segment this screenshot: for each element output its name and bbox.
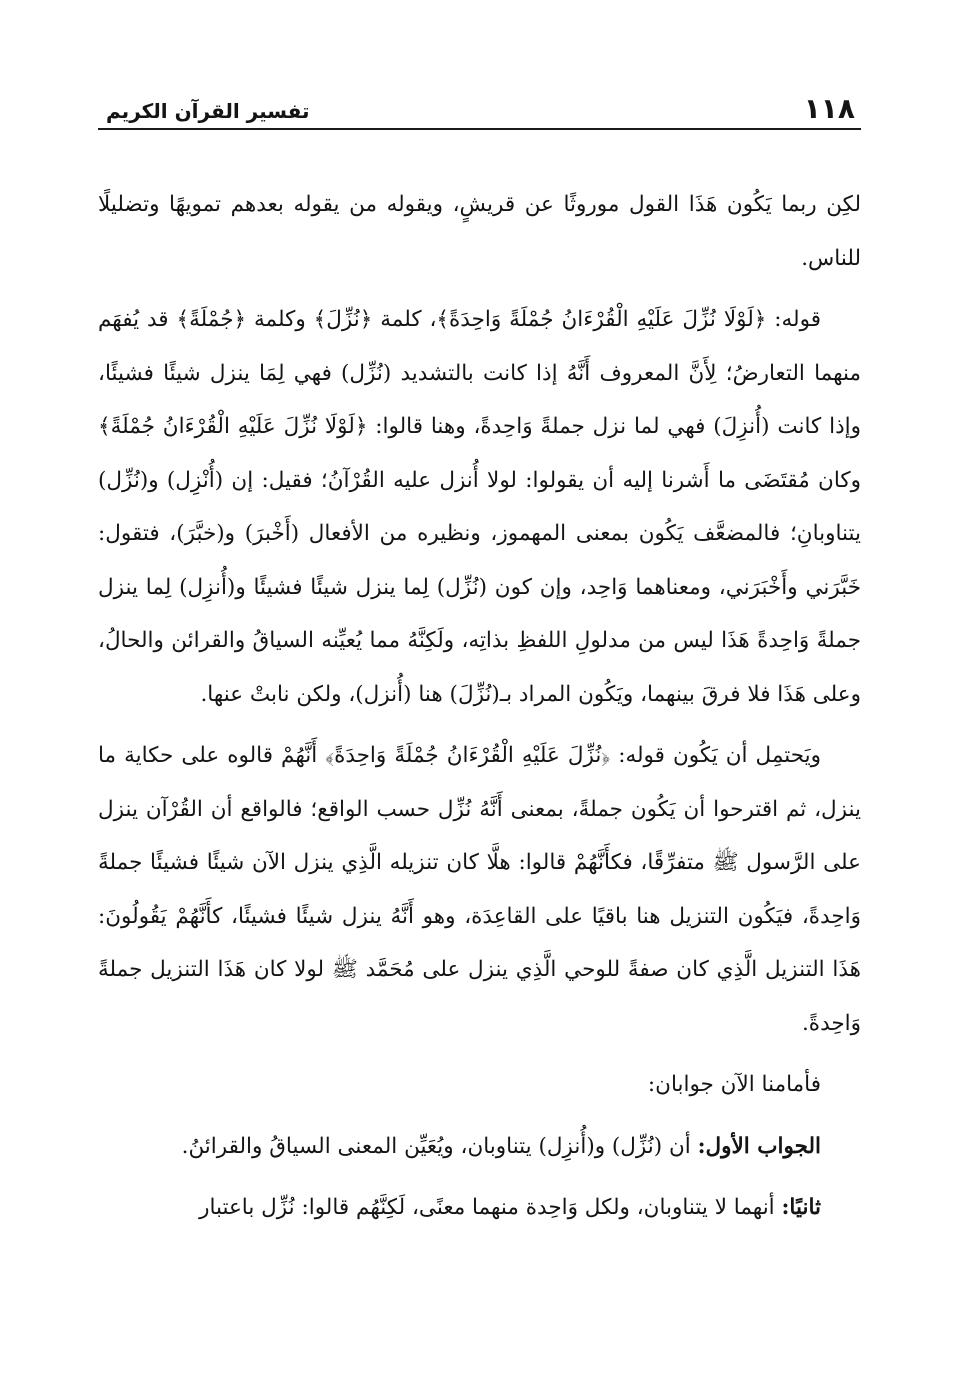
page-body [98, 178, 861, 1243]
answer-1 [98, 1120, 861, 1174]
paragraph-4: فأمامنا الآن جوابان: [647, 1072, 821, 1097]
answer-1-label: الجواب الأول: [697, 1133, 821, 1159]
page-header [98, 94, 861, 130]
paragraph-1: لكِن ربما يَكُون هَذَا القول موروثًا عن قريشٍ، ويقوله من يقوله بعدهم تمويهًا وتضليلًا للناس. [98, 192, 861, 271]
answer-2 [98, 1181, 861, 1235]
page-number: ١١٨ [803, 92, 855, 125]
answer-1-text: أن (نُزِّل) و(أُنزِل) يتناوبان، ويُعَيِّن المعنى السياقُ والقرائنُ. [181, 1133, 698, 1159]
running-title: تفسير القرآن الكريم [106, 99, 310, 123]
paragraph-2: قوله: ﴿لَوْلَا نُزِّلَ عَلَيْهِ الْقُرْءَانُ جُمْلَةً وَاحِدَةً﴾، كلمة ﴿نُزِّلَ﴾ وكلمة ﴿جُمْلَةً﴾ قد يُفهَم منهما التعارضُ؛ لِأَنَّ المعروف أَنَّهُ إذا كانت بالتشديد (نُزِّل) فهي لِمَا ينزل شيئًا فشيئًا، وإذا كانت (أُنزِلَ) فهي لما نزل جملةً وَاحِدةً، وهنا قالوا: ﴿لَوْلَا نُزِّلَ عَلَيْهِ الْقُرْءَانُ جُمْلَةً﴾ وكان مُقتَضَى ما أَشرنا إليه أن يقولوا: لولا أُنزل عليه القُرْآنُ؛ فقيل: إن (أُنْزِل) و(نُزِّل) يتناوبانِ؛ فالمضعَّف يَكُون بمعنى المهموز، ونظيره من الأفعال (أَخْبرَ) و(خبَّرَ)، فتقول: خَبَّرَني وأَخْبَرَني، ومعناهما وَاحِد، وإن كون (نُزِّل) لِما ينزل شيئًا فشيئًا و(أُنزِل) لِما ينزل جملةً وَاحِدةً هَذَا ليس من مدلولِ اللفظِ بذاتِه، ولَكِنَّهُ مما يُعيِّنه السياقُ والقرائن والحالُ، وعلى هَذَا فلا فرقَ بينهما، ويَكُون المراد بـ(نُزِّلَ) هنا (أُنزل)، ولكن نابتْ عنها. [98, 307, 861, 707]
paragraph-3: ويَحتمِل أن يَكُون قوله: ﴿نُزِّلَ عَلَيْهِ الْقُرْءَانُ جُمْلَةً وَاحِدَةً﴾ أَنَّهُمْ قالوه على حكاية ما ينزل، ثم اقترحوا أن يَكُون جملةً، بمعنى أَنَّهُ نُزِّل حسب الواقع؛ فالواقع أن القُرْآن ينزل على الرَّسول ﷺ متفرِّقًا، فكأَنَّهُمْ قالوا: هلَّا كان تنزيله الَّذِي ينزل الآن شيئًا فشيئًا جملةً وَاحِدةً، فيَكُون التنزيل هنا باقيًا على القاعِدَة، وهو أَنَّهُ ينزل شيئًا فشيئًا، كأَنَّهُمْ يَقُولُونَ: هَذَا التنزيل الَّذِي كان صفةً للوحي الَّذِي ينزل على مُحَمَّد ﷺ لولا كان هَذَا التنزيل جملةً وَاحِدةً. [98, 743, 862, 1036]
answer-2-text: أنهما لا يتناوبان، ولكل وَاحِدة منهما معنًى، لَكِنَّهُم قالوا: نُزِّل باعتبار [199, 1195, 782, 1220]
answer-2-label: ثانيًا: [781, 1195, 821, 1220]
